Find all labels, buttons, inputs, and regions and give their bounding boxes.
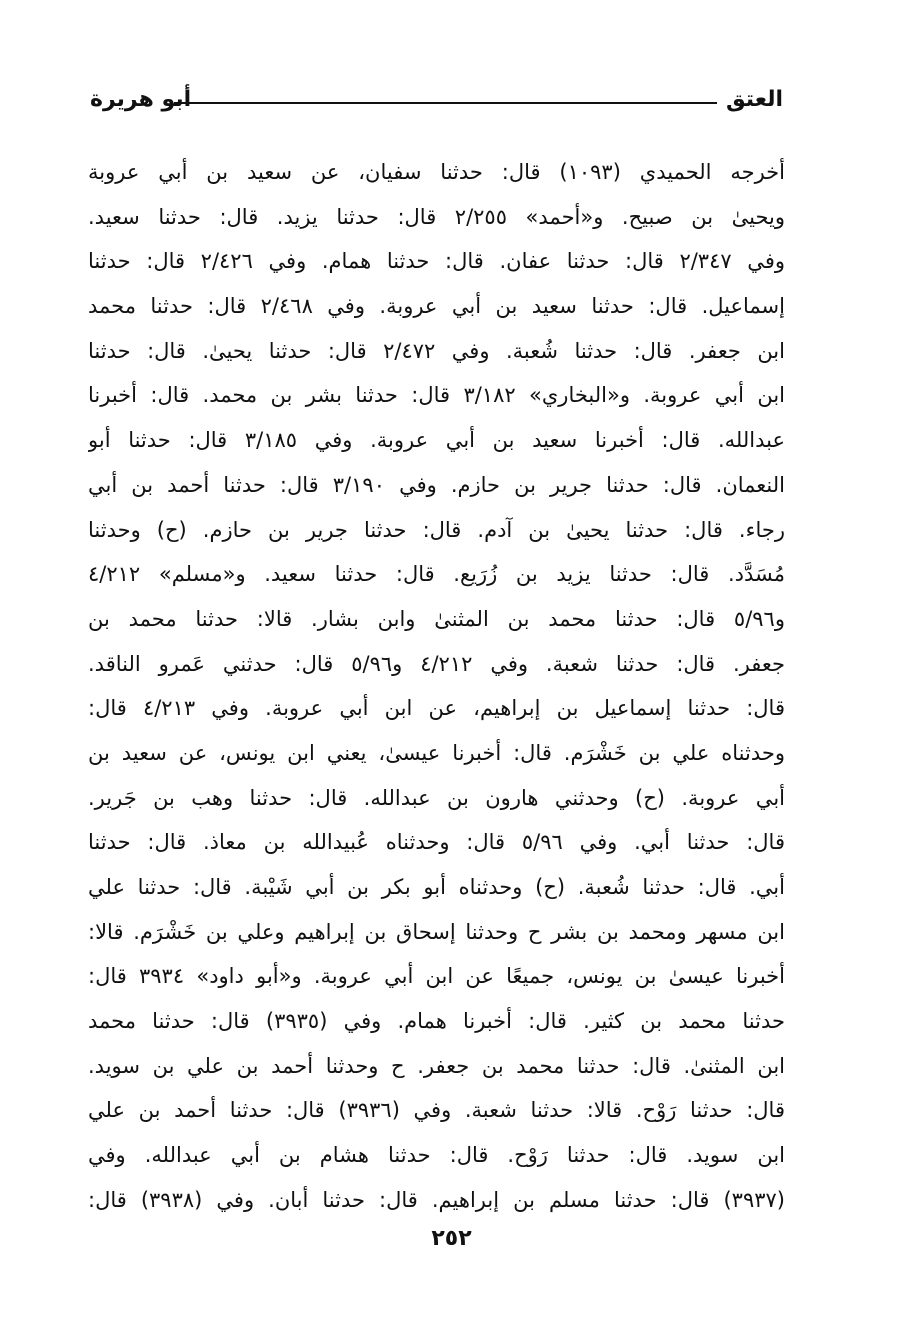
text-line: قال: حدثنا أبي. وفي ٥/٩٦ قال: وحدثناه عُبيدالله بن معاذ. قال: حدثنا [88,830,785,855]
text-line: قال: حدثنا رَوْح. قالا: حدثنا شعبة. وفي (٣٩٣٦) قال: حدثنا أحمد بن علي [88,1098,785,1123]
text-line: ابن سويد. قال: حدثنا رَوْح. قال: حدثنا هشام بن أبي عبدالله. وفي [88,1143,785,1168]
header-rule [174,102,717,104]
text-line: مُسَدَّد. قال: حدثنا يزيد بن زُرَيع. قال: حدثنا سعيد. و«مسلم» ٤/٢١٢ [88,562,785,587]
text-line: رجاء. قال: حدثنا يحيىٰ بن آدم. قال: حدثنا جرير بن حازم. (ح) وحدثنا [88,517,785,542]
text-line: أخبرنا عيسىٰ بن يونس، جميعًا عن ابن أبي عروبة. و«أبو داود» ٣٩٣٤ قال: [88,964,785,989]
book-section-title: أبو هريرة [90,87,192,112]
text-line: ابن أبي عروبة. و«البخاري» ٣/١٨٢ قال: حدثنا بشر بن محمد. قال: أخبرنا [88,383,785,408]
text-line: قال: حدثنا إسماعيل بن إبراهيم، عن ابن أبي عروبة. وفي ٤/٢١٣ قال: [88,696,785,721]
text-line: أبي. قال: حدثنا شُعبة. (ح) وحدثناه أبو بكر بن أبي شَيْبة. قال: حدثنا علي [88,875,785,899]
text-line: حدثنا محمد بن كثير. قال: أخبرنا همام. وفي (٣٩٣٥) قال: حدثنا محمد [88,1009,785,1034]
text-line: ابن المثنىٰ. قال: حدثنا محمد بن جعفر. ح وحدثنا أحمد بن علي بن سويد. [88,1053,785,1078]
text-line: أخرجه الحميدي (١٠٩٣) قال: حدثنا سفيان، عن سعيد بن أبي عروبة [88,160,785,184]
text-line: و٥/٩٦ قال: حدثنا محمد بن المثنىٰ وابن بشار. قالا: حدثنا محمد بن [88,606,785,631]
text-line: ويحيىٰ بن صبيح. و«أحمد» ٢/٢٥٥ قال: حدثنا يزيد. قال: حدثنا سعيد. [88,204,785,229]
body-text [88,150,785,1223]
text-line: ابن جعفر. قال: حدثنا شُعبة. وفي ٢/٤٧٢ قال: حدثنا يحيىٰ. قال: حدثنا [88,338,785,363]
running-header [90,84,783,116]
text-line: النعمان. قال: حدثنا جرير بن حازم. وفي ٣/١٩٠ قال: حدثنا أحمد بن أبي [88,472,785,497]
text-line: عبدالله. قال: أخبرنا سعيد بن أبي عروبة. وفي ٣/١٨٥ قال: حدثنا أبو [88,428,785,453]
text-line: أبي عروبة. (ح) وحدثني هارون بن عبدالله. قال: حدثنا وهب بن جَرير. [88,785,785,810]
text-line: ابن مسهر ومحمد بن بشر ح وحدثنا إسحاق بن إبراهيم وعلي بن خَشْرَم. قالا: [88,919,785,944]
text-line: إسماعيل. قال: حدثنا سعيد بن أبي عروبة. وفي ٢/٤٦٨ قال: حدثنا محمد [88,294,785,319]
chapter-title: العتق [725,87,783,112]
text-line: جعفر. قال: حدثنا شعبة. وفي ٤/٢١٢ و٥/٩٦ قال: حدثني عَمرو الناقد. [88,651,785,676]
text-line: وفي ٢/٣٤٧ قال: حدثنا عفان. قال: حدثنا همام. وفي ٢/٤٢٦ قال: حدثنا [88,249,785,274]
text-line: وحدثناه علي بن خَشْرَم. قال: أخبرنا عيسىٰ، يعني ابن يونس، عن سعيد بن [88,740,785,765]
text-line: (٣٩٣٧) قال: حدثنا مسلم بن إبراهيم. قال: حدثنا أبان. وفي (٣٩٣٨) قال: [88,1187,785,1212]
page-number: ٢٥٢ [431,1226,472,1251]
